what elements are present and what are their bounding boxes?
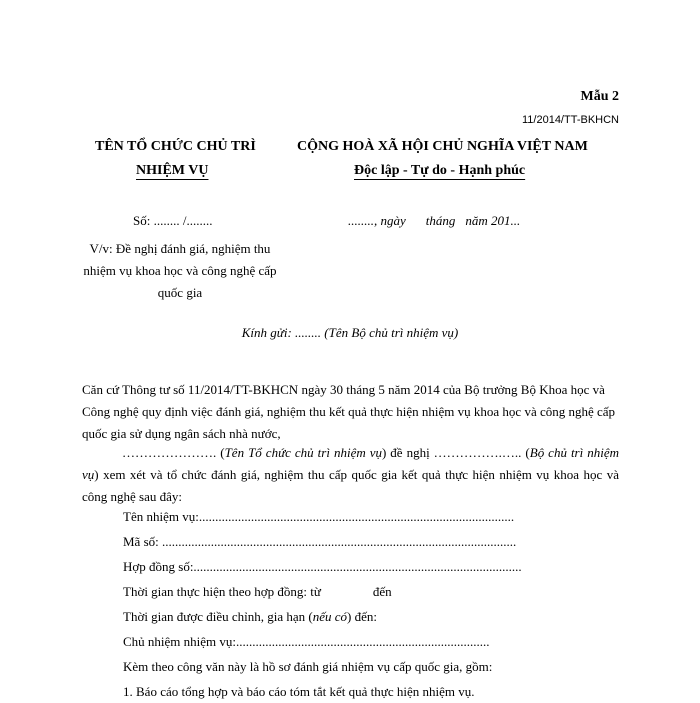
legal-basis-paragraph: Căn cứ Thông tư số 11/2014/TT-BKHCN ngày 30 tháng 5 năm 2014 của Bộ trưởng Bộ Khoa học và Công nghệ quy định việc đánh giá, nghiệm thu kết quả thực hiện nhiệm vụ khoa học và công nghệ cấp quốc gia sử dụng ngân sách nhà nước, <box>82 382 616 441</box>
adjust-prefix: Thời gian được điều chỉnh, gia hạn ( <box>123 609 313 624</box>
salutation-prefix: Kính gửi: ........ ( <box>241 325 329 340</box>
field-implementation-time <box>123 581 392 603</box>
request-paragraph <box>82 442 619 508</box>
country-name: CỘNG HOÀ XÃ HỘI CHỦ NGHĨA VIỆT NAM <box>297 139 588 154</box>
national-motto: Độc lập - Tự do - Hạnh phúc <box>354 163 526 178</box>
field-adjusted-time <box>123 606 377 628</box>
organization-name-line2: NHIỆM VỤ <box>136 163 209 178</box>
salutation-placeholder: Tên Bộ chủ trì nhiệm vụ <box>328 325 454 340</box>
request-org-placeholder: Tên Tổ chức chủ trì nhiệm vụ <box>224 445 382 460</box>
form-number: Mẫu 2 <box>580 89 619 104</box>
request-dots: …………………. ( <box>122 445 225 460</box>
date-place: ........, ngày <box>348 213 406 228</box>
document-number: Số: ........ /........ <box>133 213 213 228</box>
date-year: năm 201... <box>465 213 521 228</box>
adjust-optional: nếu có <box>312 609 348 624</box>
date-month: tháng <box>425 213 456 228</box>
field-contract-number: Hợp đồng số:..................................................................................................... <box>123 559 522 574</box>
field-task-name: Tên nhiệm vụ:................................................................................................. <box>123 509 515 524</box>
salutation-suffix: ) <box>453 325 459 340</box>
attachment-list-item: 1. Báo cáo tổng hợp và báo cáo tóm tắt kết quả thực hiện nhiệm vụ. <box>123 684 475 699</box>
time-label: Thời gian thực hiện theo hợp đồng: từ <box>123 584 321 599</box>
request-end: ) xem xét và tổ chức đánh giá, nghiệm thu cấp quốc gia kết quả thực hiện nhiệm vụ khoa học và công nghệ sau đây: <box>82 467 619 504</box>
field-task-code: Mã số: ............................................................................................................. <box>123 534 517 549</box>
field-task-leader: Chủ nhiệm nhiệm vụ:.............................................................................. <box>123 634 490 649</box>
time-to-label: đến <box>372 584 392 599</box>
circular-reference: 11/2014/TT-BKHCN <box>521 114 619 126</box>
subject-line: V/v: Đề nghị đánh giá, nghiệm thu nhiệm vụ khoa học và công nghệ cấp quốc gia <box>83 241 277 300</box>
date-line <box>348 213 520 229</box>
request-middle: ) đề nghị …………….….. ( <box>381 445 530 460</box>
adjust-suffix: ) đến: <box>347 609 378 624</box>
attachment-intro: Kèm theo công văn này là hồ sơ đánh giá nhiệm vụ cấp quốc gia, gồm: <box>123 659 493 674</box>
salutation <box>0 325 700 341</box>
request-ministry-placeholder: Bộ chủ trì nhiệm vụ <box>82 445 619 482</box>
organization-name-line1: TÊN TỔ CHỨC CHỦ TRÌ <box>95 139 256 154</box>
